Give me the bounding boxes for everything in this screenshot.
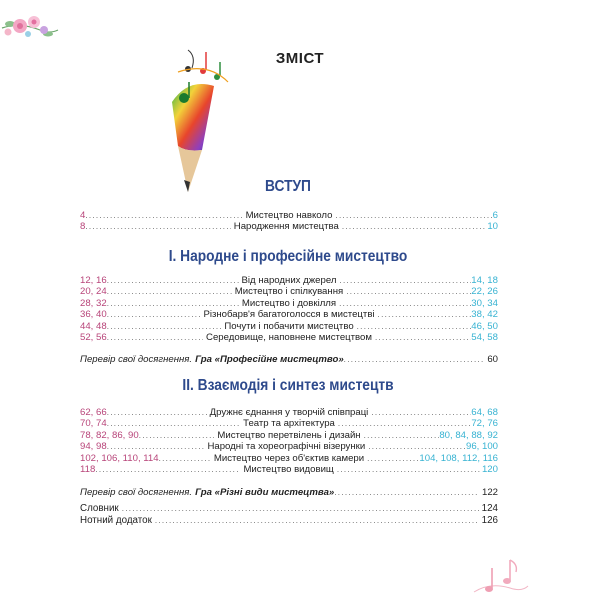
section-heading-2: ІІ. Взаємодія і синтез мистецтв: [182, 377, 394, 394]
toc-row[interactable]: [80, 298, 498, 309]
music-notes-icon: [470, 552, 530, 600]
left-page-numbers: 20, 24: [80, 286, 107, 298]
toc-row[interactable]: [80, 210, 498, 221]
page-title: ЗМІСТ: [275, 50, 325, 67]
left-page-numbers: 70, 74: [80, 418, 107, 430]
lesson-title: Мистецтво і спілкування: [234, 286, 344, 298]
right-page-numbers: 46, 50: [471, 320, 498, 332]
lesson-title: Театр та архітектура: [243, 418, 335, 430]
right-page-numbers: 6: [492, 210, 498, 221]
toc-row[interactable]: [80, 418, 498, 429]
lesson-title: Мистецтво перетвілень і дизайн: [217, 429, 361, 441]
self-check-label: Перевір свої досягнення.: [80, 487, 193, 498]
toc-row[interactable]: [80, 453, 498, 464]
left-page-numbers: 94, 98: [80, 441, 107, 453]
appendix-entries: [80, 503, 498, 527]
section1-entries: [80, 275, 498, 343]
page-number: 124: [481, 503, 498, 514]
left-page-numbers: 8: [80, 221, 86, 233]
page-number: 126: [481, 515, 498, 526]
right-page-numbers: 72, 76: [471, 418, 498, 430]
left-page-numbers: 4: [80, 210, 86, 221]
lesson-title: Почути і побачити мистецтво: [224, 320, 354, 332]
appendix-title: Словник: [80, 503, 119, 514]
toc-row-music-appendix[interactable]: [80, 515, 498, 527]
toc-row[interactable]: [80, 464, 498, 475]
right-page-numbers: 120: [481, 463, 498, 475]
left-page-numbers: 118: [80, 463, 96, 475]
game-title: Гра «Різні види мистецтва»: [195, 487, 335, 498]
right-page-numbers: 38, 42: [471, 309, 498, 321]
lesson-title: Мистецтво навколо: [245, 210, 333, 221]
toc-row[interactable]: [80, 221, 498, 232]
lesson-title: Дружнє єднання у творчій співпраці: [209, 407, 369, 418]
section-heading-1: І. Народне і професійне мистецтво: [168, 248, 408, 265]
left-page-numbers: 28, 32: [80, 297, 107, 309]
lesson-title: Різнобарв'я багатоголосся в мистецтві: [203, 309, 375, 321]
toc-row-glossary[interactable]: [80, 503, 498, 515]
lesson-title: Мистецтво видовищ: [243, 463, 334, 475]
right-page-numbers: 80, 84, 88, 92: [439, 429, 498, 441]
lesson-title: Мистецтво через об'єктив камери: [213, 452, 365, 464]
toc-row[interactable]: [80, 441, 498, 452]
left-page-numbers: 52, 56: [80, 331, 107, 343]
left-page-numbers: 102, 106, 110, 114: [80, 452, 159, 464]
left-page-numbers: 44, 48: [80, 320, 107, 332]
right-page-numbers: 104, 108, 112, 116: [419, 452, 498, 464]
left-page-numbers: 36, 40: [80, 309, 107, 321]
right-page-numbers: 54, 58: [471, 331, 498, 343]
toc-row[interactable]: [80, 430, 498, 441]
appendix-title: Нотний додаток: [80, 515, 152, 526]
toc-row[interactable]: [80, 321, 498, 332]
right-page-numbers: 64, 68: [471, 407, 498, 418]
left-page-numbers: 78, 82, 86, 90: [80, 429, 139, 441]
lesson-title: Мистецтво і довкілля: [241, 297, 337, 309]
self-check-1[interactable]: [80, 354, 498, 365]
toc-row[interactable]: [80, 332, 498, 343]
lesson-title: Народні та хореографічні візерунки: [207, 441, 366, 453]
toc-row[interactable]: [80, 309, 498, 320]
intro-entries: [80, 210, 498, 233]
game-title: Гра «Професійне мистецтво»: [195, 354, 344, 365]
lesson-title: Народження мистецтва: [233, 221, 339, 233]
lesson-title: Середовище, наповнене мистецтвом: [206, 331, 372, 343]
right-page-numbers: 22, 26: [471, 286, 498, 298]
toc-row[interactable]: [80, 275, 498, 286]
left-page-numbers: 12, 16: [80, 275, 107, 286]
left-page-numbers: 62, 66: [80, 407, 107, 418]
right-page-numbers: 30, 34: [471, 297, 498, 309]
section-heading-intro: ВСТУП: [265, 178, 311, 195]
self-check-label: Перевір свої досягнення.: [80, 354, 193, 365]
page-number: 122: [481, 487, 498, 498]
lesson-title: Від народних джерел: [241, 275, 337, 286]
page-number: 60: [487, 354, 498, 365]
right-page-numbers: 96, 100: [465, 441, 498, 453]
self-check-2[interactable]: [80, 487, 498, 498]
right-page-numbers: 14, 18: [471, 275, 498, 286]
right-page-numbers: 10: [487, 221, 498, 233]
section2-entries: [80, 407, 498, 475]
toc-row[interactable]: [80, 286, 498, 297]
flowers-decoration-icon: [0, 0, 60, 60]
toc-row[interactable]: [80, 407, 498, 418]
